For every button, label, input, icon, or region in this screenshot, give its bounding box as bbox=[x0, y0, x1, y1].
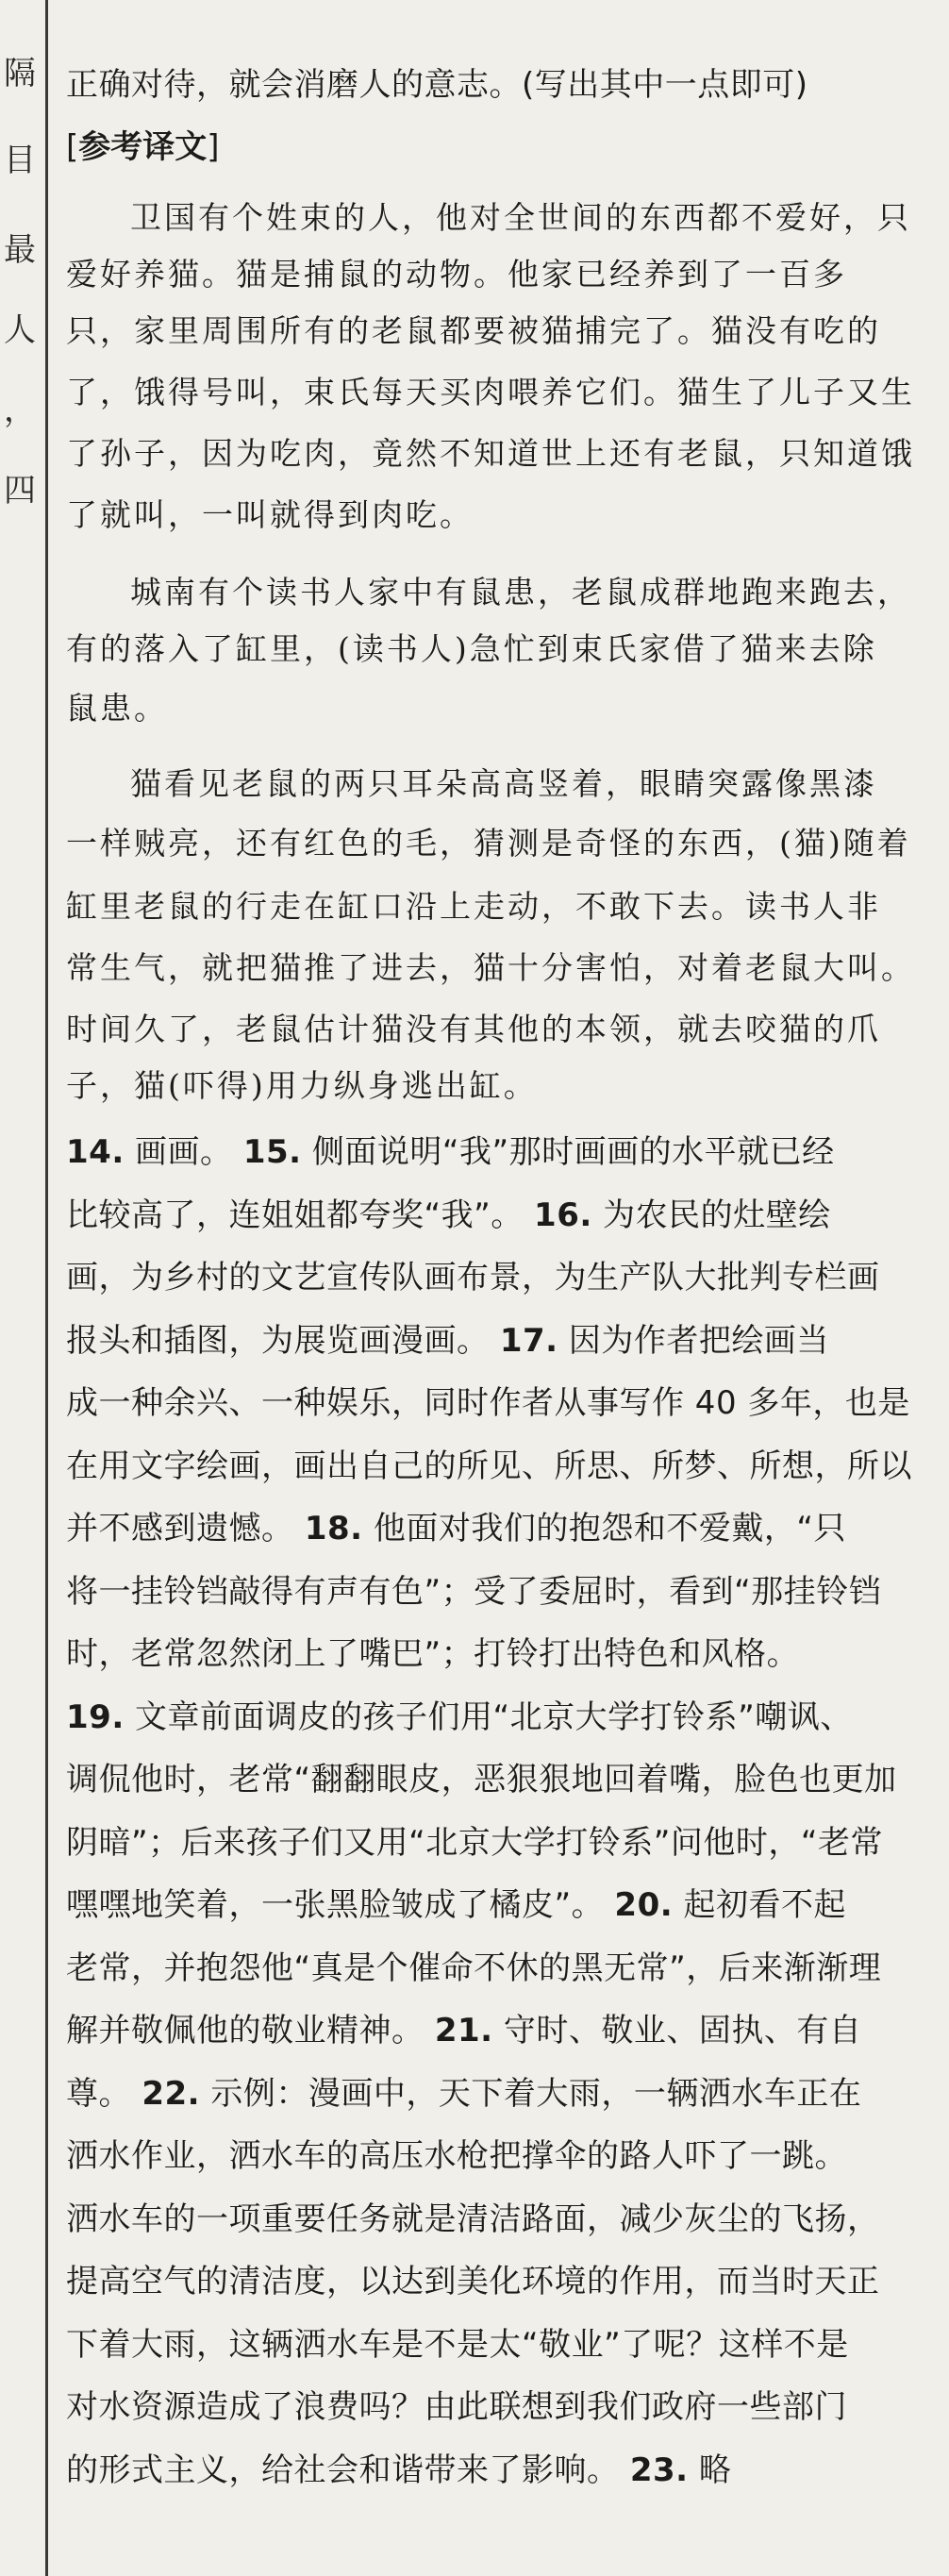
answer-text: 时，老常忽然闭上了嘴巴”；打铃打出特色和风格。 bbox=[66, 1635, 800, 1673]
translation-line: 有的落入了缸里，(读书人)急忙到束氏家借了猫来去除 bbox=[66, 630, 877, 667]
answer-line bbox=[66, 1251, 880, 1297]
answer-line bbox=[66, 2067, 861, 2114]
translation-line: 子，猫(吓得)用力纵身逃出缸。 bbox=[66, 1067, 538, 1104]
answer-text: 因为作者把绘画当 bbox=[558, 1322, 829, 1360]
answer-text: 对水资源造成了浪费吗？由此联想到我们政府一些部门 bbox=[66, 2388, 847, 2426]
translation-line: 一样贼亮，还有红色的毛，猜测是奇怪的东西，(猫)随着 bbox=[66, 825, 911, 861]
answer-line bbox=[66, 1502, 846, 1548]
question-number: 22. bbox=[142, 2075, 201, 2113]
left-margin-char: 人 bbox=[4, 311, 36, 349]
answer-text: 并不感到遗憾。 bbox=[66, 1510, 305, 1547]
answer-line bbox=[66, 2130, 847, 2176]
answer-line bbox=[66, 2193, 880, 2239]
answer-line bbox=[66, 1879, 846, 1925]
question-number: 20. bbox=[614, 1886, 674, 1924]
answer-line bbox=[66, 2444, 731, 2490]
translation-line: 了孙子，因为吃肉，竟然不知道世上还有老鼠，只知道饿 bbox=[66, 435, 915, 472]
left-margin-char: 最 bbox=[4, 231, 36, 269]
answer-text: 文章前面调皮的孩子们用“北京大学打铃系”嘲讽、 bbox=[124, 1698, 853, 1736]
translation-line: 只，家里周围所有的老鼠都要被猫捕完了。猫没有吃的 bbox=[66, 312, 881, 349]
left-margin-char: 目 bbox=[4, 142, 36, 179]
answer-text: 下着大雨，这辆洒水车是不是太“敬业”了呢？这样不是 bbox=[66, 2326, 849, 2364]
answer-text: 画画。 bbox=[124, 1133, 243, 1171]
answer-line bbox=[66, 1816, 883, 1863]
translation-line: 了就叫，一叫就得到肉吃。 bbox=[66, 496, 474, 533]
left-margin-char: 隔 bbox=[4, 55, 36, 92]
answer-text: 侧面说明“我”那时画画的水平就已经 bbox=[301, 1133, 835, 1171]
question-number: 17. bbox=[499, 1322, 558, 1360]
question-number: 21. bbox=[434, 2012, 493, 2049]
section-heading-text: 参考译文 bbox=[78, 128, 208, 166]
answer-text: 成一种余兴、一种娱乐，同时作者从事写作 40 多年，也是 bbox=[66, 1384, 910, 1422]
answer-text: 为农民的灶壁绘 bbox=[591, 1196, 831, 1234]
question-number: 19. bbox=[66, 1698, 125, 1736]
translation-line: 猫看见老鼠的两只耳朵高高竖着，眼睛突露像黑漆 bbox=[130, 765, 877, 802]
answer-text: 他面对我们的抱怨和不爱戴，“只 bbox=[362, 1510, 846, 1547]
answer-text: 解并敬佩他的敬业精神。 bbox=[66, 2012, 435, 2049]
answer-line bbox=[66, 2381, 847, 2427]
question-number: 23. bbox=[629, 2451, 689, 2489]
answer-text: 在用文字绘画，画出自己的所见、所思、所梦、所想，所以 bbox=[66, 1447, 912, 1485]
translation-line: 常生气，就把猫推了进去，猫十分害怕，对着老鼠大叫。 bbox=[66, 949, 915, 986]
answer-line bbox=[66, 1942, 881, 1988]
answer-text: 的形式主义，给社会和谐带来了影响。 bbox=[66, 2451, 630, 2489]
answer-line bbox=[66, 1565, 881, 1612]
answer-text: 报头和插图，为展览画漫画。 bbox=[66, 1322, 500, 1360]
answer-text: 老常，并抱怨他“真是个催命不休的黑无常”，后来渐渐理 bbox=[66, 1949, 882, 1987]
answer-text: 比较高了，连姐姐都夸奖“我”。 bbox=[66, 1196, 535, 1234]
answer-text: 将一挂铃铛敲得有声有色”；受了委屈时，看到“那挂铃铛 bbox=[66, 1573, 882, 1611]
column-divider bbox=[45, 0, 48, 2576]
answer-text: 示例：漫画中，天下着大雨，一辆洒水车正在 bbox=[200, 2075, 862, 2113]
answer-text: 调侃他时，老常“翻翻眼皮，恶狠狠地回着嘴，脸色也更加 bbox=[66, 1761, 897, 1798]
answer-line bbox=[66, 1753, 897, 1799]
answer-text: 阴暗”；后来孩子们又用“北京大学打铃系”问他时，“老常 bbox=[66, 1824, 883, 1862]
question-number: 18. bbox=[304, 1510, 363, 1547]
translation-line: 时间久了，老鼠估计猫没有其他的本领，就去咬猫的爪 bbox=[66, 1011, 881, 1047]
question-number: 14. bbox=[66, 1133, 125, 1171]
answer-line bbox=[66, 2255, 880, 2301]
translation-line: 城南有个读书人家中有鼠患，老鼠成群地跑来跑去， bbox=[130, 574, 911, 611]
translation-line: 了，饿得号叫，束氏每天买肉喂养它们。猫生了儿子又生 bbox=[66, 374, 915, 410]
answer-line bbox=[66, 2318, 849, 2365]
translation-line: 缸里老鼠的行走在缸口沿上走动，不敢下去。读书人非 bbox=[66, 888, 881, 925]
answer-line bbox=[66, 1314, 829, 1361]
translation-line: 爱好养猫。猫是捕鼠的动物。他家已经养到了一百多 bbox=[66, 256, 847, 293]
answer-text: 尊。 bbox=[66, 2075, 142, 2113]
answer-line bbox=[66, 1628, 799, 1674]
question-number: 15. bbox=[242, 1133, 302, 1171]
answer-text: 起初看不起 bbox=[673, 1886, 846, 1924]
answer-text: 略 bbox=[688, 2451, 732, 2489]
answer-line bbox=[66, 1189, 831, 1235]
answer-line bbox=[66, 1691, 853, 1737]
answer-line bbox=[66, 1377, 910, 1423]
question-number: 16. bbox=[534, 1196, 592, 1234]
answer-text: 提高空气的清洁度，以达到美化环境的作用，而当时天正 bbox=[66, 2263, 880, 2300]
answer-line bbox=[66, 1440, 912, 1486]
answer-text: 守时、敬业、固执、有自 bbox=[492, 2012, 862, 2049]
answer-line bbox=[66, 1126, 835, 1172]
answer-text: 嘿嘿地笑着，一张黑脸皱成了橘皮”。 bbox=[66, 1886, 615, 1924]
section-heading: [参考译文] bbox=[66, 128, 220, 166]
left-margin-char: ， bbox=[4, 392, 36, 429]
header-line: 正确对待，就会消磨人的意志。(写出其中一点即可) bbox=[66, 66, 808, 104]
answer-text: 洒水车的一项重要任务就是清洁路面，减少灰尘的飞扬， bbox=[66, 2200, 880, 2238]
answer-text: 画，为乡村的文艺宣传队画布景，为生产队大批判专栏画 bbox=[66, 1259, 880, 1296]
translation-line: 鼠患。 bbox=[66, 690, 168, 727]
left-margin-char: 四 bbox=[4, 472, 36, 510]
translation-line: 卫国有个姓束的人，他对全世间的东西都不爱好，只 bbox=[130, 199, 911, 236]
answer-line bbox=[66, 2004, 861, 2050]
answer-text: 洒水作业，洒水车的高压水枪把撑伞的路人吓了一跳。 bbox=[66, 2137, 847, 2175]
